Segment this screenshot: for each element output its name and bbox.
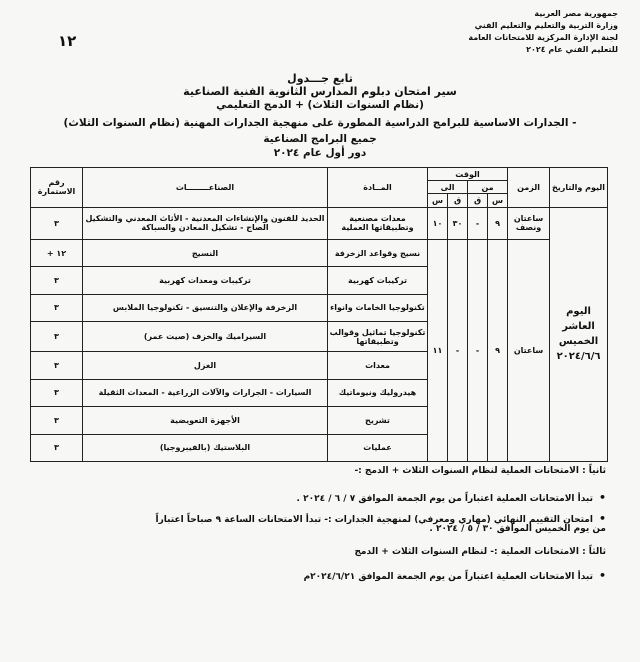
form-number-cell: ٣ xyxy=(31,267,83,294)
note-practical-start-third: • تبدأ الامتحانات العملية اعتباراً من يوم الجمعة الموافق ٢٠٢٤/٦/٢١م xyxy=(304,569,606,582)
heading-programs: جميع البرامج الصناعية xyxy=(263,133,377,145)
trades-cell: تركيبات ومعدات كهربية xyxy=(83,267,328,294)
subject-cell: هيدروليك ونيوماتيك xyxy=(328,379,428,406)
trades-cell: الزخرفة والإعلان والتنسيق - تكنولوجيا الملابس xyxy=(83,294,328,321)
heading-round: دور أول عام ٢٠٢٤ xyxy=(273,147,367,159)
form-number-cell: ٣ xyxy=(31,434,83,461)
page-number: ١٢ xyxy=(58,32,77,50)
header-from-minute: ق xyxy=(468,194,488,207)
trades-cell: الغزل xyxy=(83,352,328,379)
subject-cell: معدات xyxy=(328,352,428,379)
heading-system: (نظام السنوات الثلاث) + الدمج التعليمي xyxy=(216,99,424,111)
ministry-line: جمهورية مصر العربية xyxy=(534,9,618,18)
to-minute-cell: ٣٠ xyxy=(448,207,468,239)
header-duration: الزمن xyxy=(508,168,550,208)
subject-cell: تكنولوجيا الخامات وانواء xyxy=(328,294,428,321)
duration-cell: ساعتان xyxy=(508,239,550,461)
header-subject: المــادة xyxy=(328,168,428,208)
form-number-cell: ٣ xyxy=(31,352,83,379)
heading-title: سير امتحان دبلوم المدارس الثانوية الفنية الصناعية xyxy=(183,85,457,98)
from-minute-cell: - xyxy=(468,239,488,461)
header-from: من xyxy=(468,181,508,194)
from-hour-cell: ٩ xyxy=(488,207,508,239)
from-hour-cell: ٩ xyxy=(488,239,508,461)
schedule-table xyxy=(30,167,608,462)
subject-cell: نسيج وقواعد الزخرفة xyxy=(328,239,428,266)
from-minute-cell: - xyxy=(468,207,488,239)
form-number-cell: ٣ xyxy=(31,407,83,434)
heading-competencies: - الجدارات الاساسية للبرامج الدراسية المطورة على منهجية الجدارات المهنية (نظام السنوات الثلاث) xyxy=(63,117,577,129)
note-third-heading: ثالثاً : الامتحانات العملية :- لنظام السنوات الثلاث + الدمج xyxy=(354,547,606,557)
trades-cell: السيراميك والخزف (صيت عمر) xyxy=(83,322,328,352)
ministry-line: للتعليم الفني عام ٢٠٢٤ xyxy=(526,45,618,54)
note-practical-start: • تبدأ الامتحانات العملية اعتباراً من يوم الجمعة الموافق ٧ / ٦ / ٢٠٢٤ . xyxy=(297,491,606,504)
header-form-number: رقم الاستمارة xyxy=(31,168,83,208)
ministry-line: وزارة التربية والتعليم والتعليم الفني xyxy=(474,21,618,30)
note-second-heading: ثانياً : الامتحانات العملية لنظام السنوات الثلاث + الدمج :- xyxy=(354,466,606,476)
subject-cell: تركيبات كهربية xyxy=(328,267,428,294)
form-number-cell: ٣ xyxy=(31,294,83,321)
header-from-hour: س xyxy=(488,194,508,207)
header-to-hour: س xyxy=(428,194,448,207)
form-number-cell: ١٢ + xyxy=(31,239,83,266)
trades-cell: الحديد للفنون والإنشاءات المعدنية - الأثاث المعدني والتشكيل الصاج - تشكيل المعادن والسباكة xyxy=(83,207,328,239)
header-time: الوقت xyxy=(428,168,508,181)
to-minute-cell: - xyxy=(448,239,468,461)
duration-cell: ساعتان ونصف xyxy=(508,207,550,239)
form-number-cell: ٣ xyxy=(31,379,83,406)
day-cell: اليوم العاشر الخميس ٢٠٢٤/٦/٦ xyxy=(550,207,608,461)
subject-cell: تكنولوجيا تماثيل وقوالب وتطبيقاتها xyxy=(328,322,428,352)
heading-continuation: تابع جـــدول xyxy=(287,72,353,85)
trades-cell: النسيج xyxy=(83,239,328,266)
trades-cell: السيارات - الجرارات والآلات الزراعية - المعدات الثقيلة xyxy=(83,379,328,406)
trades-cell: الأجهزة التعويضية xyxy=(83,407,328,434)
header-day-date: اليوم والتاريخ xyxy=(550,168,608,208)
form-number-cell: ٣ xyxy=(31,322,83,352)
ministry-line: لجنة الإدارة المركزية للامتحانات العامة xyxy=(468,33,618,42)
note-final-assessment-date: من يوم الخميس الموافق ٣٠ / ٥ / ٢٠٢٤ . xyxy=(429,524,606,534)
ministry-header xyxy=(468,8,618,56)
subject-cell: عمليات xyxy=(328,434,428,461)
header-to: الى xyxy=(428,181,468,194)
header-to-minute: ق xyxy=(448,194,468,207)
subject-cell: معدات مصنعية وتطبيقاتها العملية xyxy=(328,207,428,239)
note-final-assessment: • امتحان التقييم النهائي (مهاري ومعرفي) لمنهجية الجدارات :- تبدأ الامتحانات الساعة ٩ صباحاً اعتباراً xyxy=(155,512,606,525)
subject-cell: تشريح xyxy=(328,407,428,434)
to-hour-cell: ١١ xyxy=(428,239,448,461)
trades-cell: البلاستيك (بالفيبروجيا) xyxy=(83,434,328,461)
header-trades: الصناعــــــــات xyxy=(83,168,328,208)
form-number-cell: ٣ xyxy=(31,207,83,239)
to-hour-cell: ١٠ xyxy=(428,207,448,239)
